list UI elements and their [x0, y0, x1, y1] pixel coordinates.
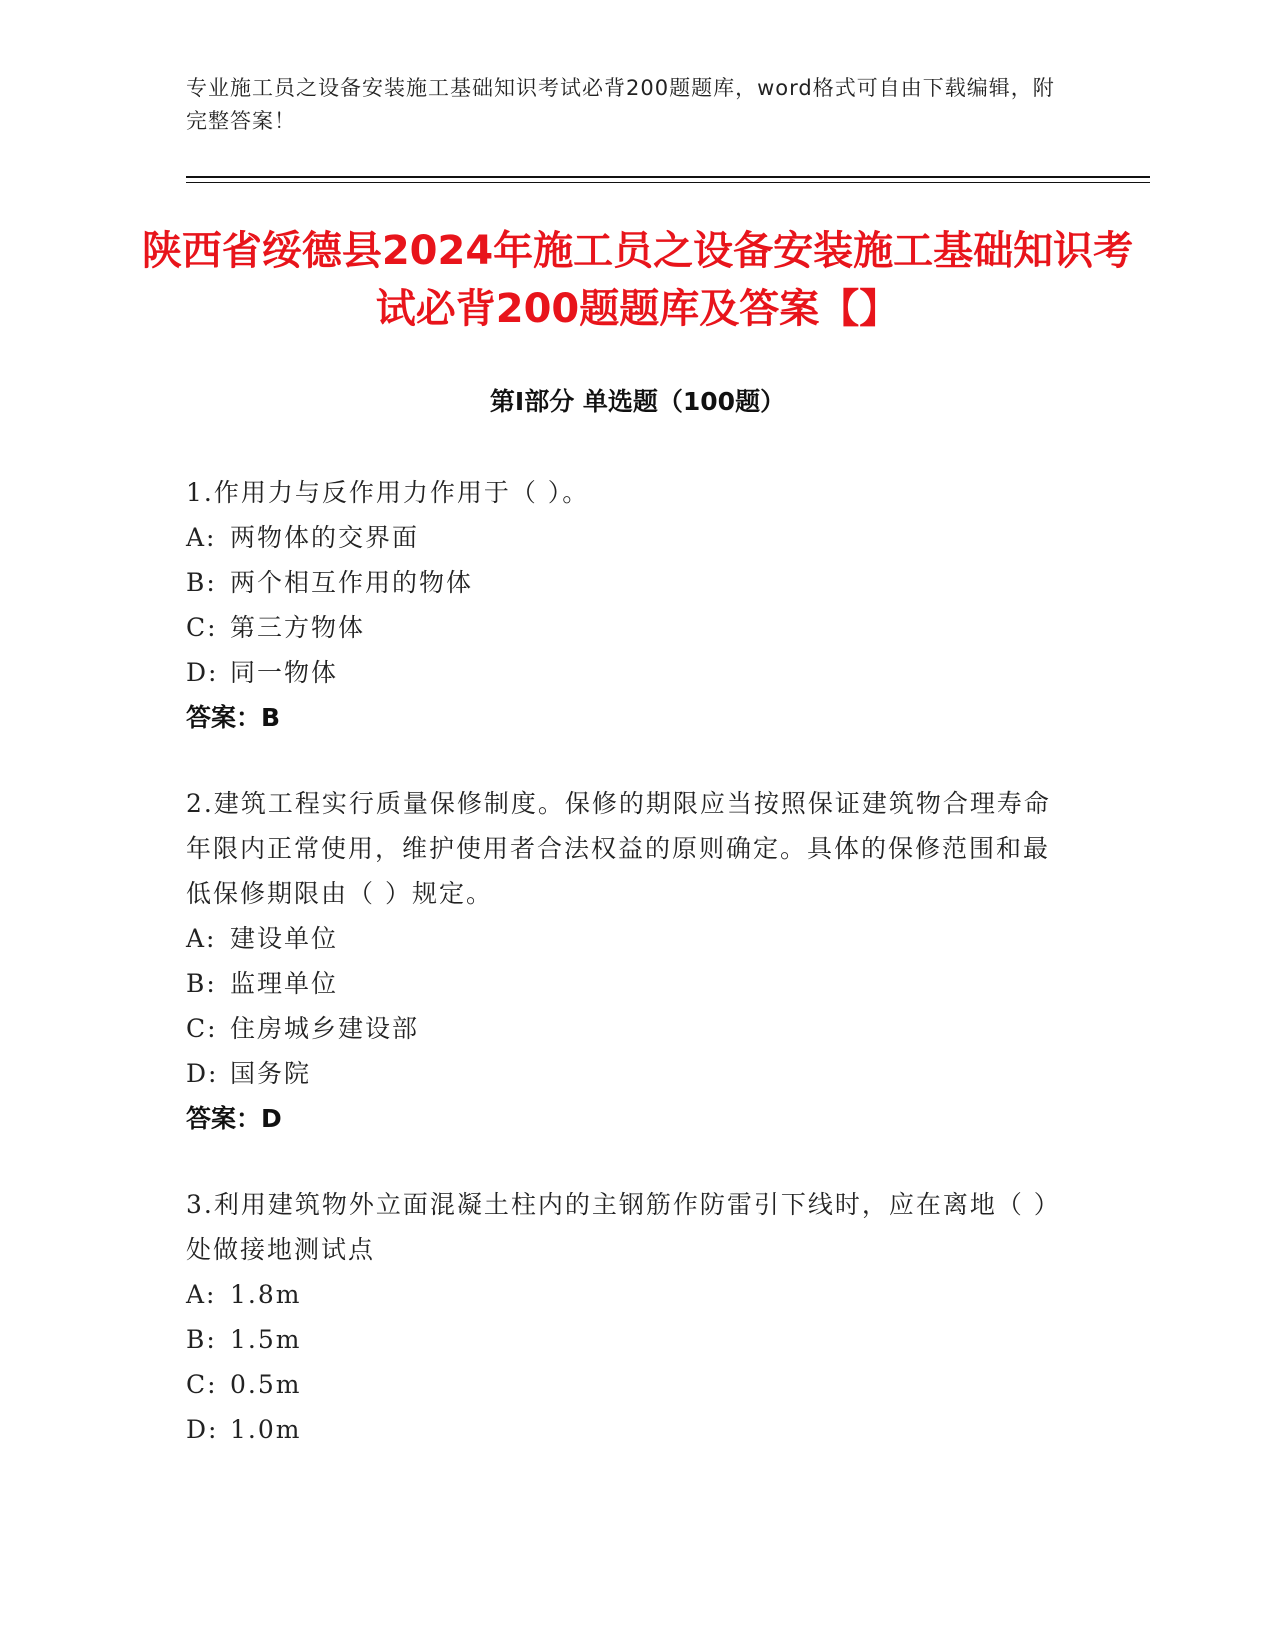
option-b — [186, 1317, 1066, 1362]
option-text: 第三方物体 — [230, 613, 366, 642]
question-1 — [186, 470, 1066, 740]
option-a — [186, 515, 1066, 560]
option-a — [186, 916, 1066, 961]
question-stem: 2.建筑工程实行质量保修制度。保修的期限应当按照保证建筑物合理寿命年限内正常使用，维护使用者合法权益的原则确定。具体的保修范围和最低保修期限由（ ）规定。 — [186, 789, 1051, 908]
option-text: 两物体的交界面 — [230, 523, 420, 552]
option-letter: A: — [186, 924, 217, 953]
option-text: 国务院 — [230, 1059, 312, 1088]
option-d — [186, 650, 1066, 695]
option-text: 1.5m — [230, 1325, 302, 1354]
header-divider-thick — [186, 176, 1150, 178]
option-letter: D: — [186, 658, 219, 687]
option-letter: C: — [186, 1370, 218, 1399]
option-d — [186, 1051, 1066, 1096]
option-text: 两个相互作用的物体 — [230, 568, 474, 597]
answer-line: 答案：D — [186, 1104, 282, 1133]
option-letter: B: — [186, 969, 217, 998]
option-text: 建设单位 — [230, 924, 339, 953]
header-divider-thin — [186, 182, 1150, 183]
option-b — [186, 560, 1066, 605]
question-stem: 1.作用力与反作用力作用于（ ）。 — [186, 478, 590, 507]
document-title: 陕西省绥德县2024年施工员之设备安装施工基础知识考试必背200题题库及答案【】 — [141, 228, 1134, 332]
option-text: 同一物体 — [230, 658, 339, 687]
option-letter: A: — [186, 1280, 217, 1309]
option-letter: B: — [186, 1325, 217, 1354]
option-letter: C: — [186, 613, 218, 642]
option-a — [186, 1272, 1066, 1317]
answer-line: 答案：B — [186, 703, 281, 732]
option-letter: C: — [186, 1014, 218, 1043]
option-text: 1.8m — [230, 1280, 302, 1309]
question-list — [186, 470, 1066, 1493]
option-d — [186, 1407, 1066, 1452]
question-3 — [186, 1182, 1066, 1452]
option-text: 0.5m — [230, 1370, 302, 1399]
question-2 — [186, 781, 1066, 1141]
option-c — [186, 605, 1066, 650]
option-letter: D: — [186, 1415, 219, 1444]
option-c — [186, 1362, 1066, 1407]
option-text: 住房城乡建设部 — [230, 1014, 420, 1043]
question-stem: 3.利用建筑物外立面混凝土柱内的主钢筋作防雷引下线时，应在离地（ ）处做接地测试点 — [186, 1190, 1061, 1264]
option-text: 1.0m — [230, 1415, 302, 1444]
option-letter: B: — [186, 568, 217, 597]
option-letter: D: — [186, 1059, 219, 1088]
option-text: 监理单位 — [230, 969, 339, 998]
option-b — [186, 961, 1066, 1006]
section-heading: 第Ⅰ部分 单选题（100题） — [489, 387, 786, 416]
header-note: 专业施工员之设备安装施工基础知识考试必背200题题库，word格式可自由下载编辑，附完整答案！ — [186, 76, 1055, 133]
option-letter: A: — [186, 523, 217, 552]
option-c — [186, 1006, 1066, 1051]
